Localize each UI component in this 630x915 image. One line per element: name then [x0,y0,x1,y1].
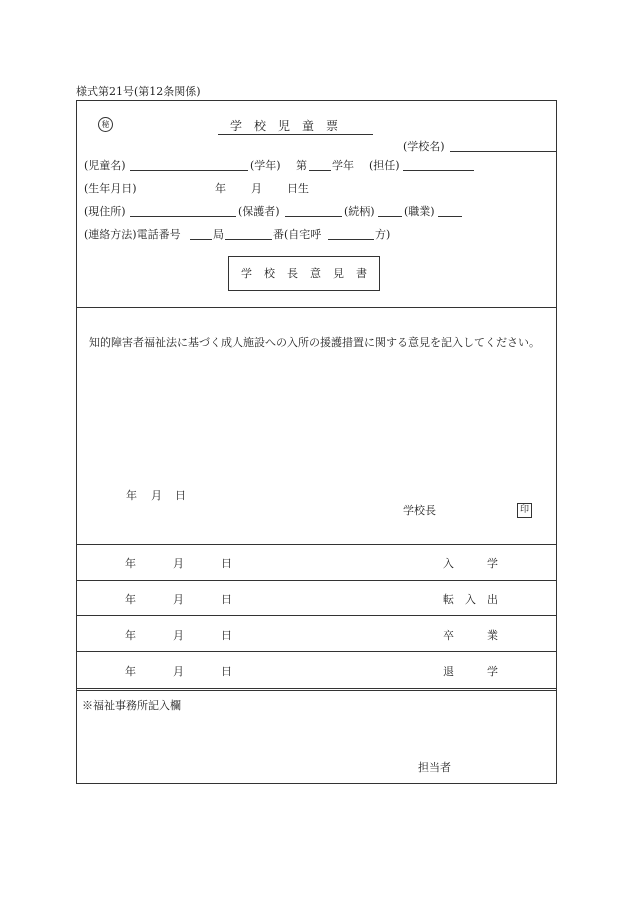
history-row-2-year: 年 [125,593,136,606]
contact-label: (連絡方法)電話番号 [84,228,181,241]
history-divider-1 [76,580,557,581]
home-call-label: 番(自宅呼 [273,228,322,241]
history-row-1-month: 月 [173,557,184,570]
birth-month-label: 月 [251,182,262,195]
exchange-label: 局 [213,228,224,241]
address-field[interactable] [130,216,236,217]
history-divider-4b [76,690,557,691]
history-row-4-year: 年 [125,665,136,678]
opinion-date-year: 年 [126,489,137,502]
history-row-4-event: 退 学 [443,665,498,678]
history-row-2-event: 転 入 出 [443,593,498,606]
birth-year-label: 年 [215,182,226,195]
history-row-4-month: 月 [173,665,184,678]
school-name-field[interactable] [450,151,556,152]
child-name-field[interactable] [130,170,248,171]
grade-prefix: 第 [296,159,307,172]
birth-day-label: 日生 [287,182,309,195]
history-row-3-day: 日 [221,629,232,642]
staff-label: 担当者 [418,761,451,774]
history-row-2-month: 月 [173,593,184,606]
child-name-label: (児童名) [84,159,126,172]
opinion-instruction: 知的障害者福祉法に基づく成人施設への入所の援護措置に関する意見を記入してください。 [89,336,540,349]
grade-label: (学年) [250,159,281,172]
teacher-field[interactable] [403,170,474,171]
principal-label: 学校長 [403,504,436,517]
opinion-date-day: 日 [175,489,186,502]
home-call-field[interactable] [328,239,374,240]
history-divider-2 [76,615,557,616]
history-row-3-month: 月 [173,629,184,642]
history-row-3-year: 年 [125,629,136,642]
birthdate-label: (生年月日) [84,182,137,195]
relation-label: (続柄) [344,205,375,218]
relation-field[interactable] [378,216,402,217]
confidential-mark-icon: 秘 [98,117,113,132]
history-row-3-event: 卒 業 [443,629,498,642]
history-row-1-day: 日 [221,557,232,570]
care-of-label: 方) [375,228,391,241]
teacher-label: (担任) [369,159,400,172]
grade-suffix: 学年 [332,159,354,172]
history-divider-4 [76,688,557,689]
opinion-date-month: 月 [151,489,162,502]
welfare-office-note: ※福祉事務所記入欄 [82,699,181,712]
history-row-1-year: 年 [125,557,136,570]
guardian-field[interactable] [285,216,342,217]
occupation-field[interactable] [438,216,462,217]
occupation-label: (職業) [404,205,435,218]
history-row-2-day: 日 [221,593,232,606]
phone-area-field[interactable] [190,239,212,240]
address-label: (現住所) [84,205,126,218]
grade-field[interactable] [309,170,331,171]
form-title: 学 校 児 童 票 [230,119,339,133]
history-row-1-event: 入 学 [443,557,498,570]
school-name-label: (学校名) [403,140,445,153]
title-underline [218,134,373,135]
phone-number-field[interactable] [225,239,272,240]
seal-box: 印 [517,503,532,518]
history-divider-3 [76,651,557,652]
form-number-label: 様式第21号(第12条関係) [76,85,201,98]
opinion-heading: 学校長意見書 [241,267,379,280]
history-row-4-day: 日 [221,665,232,678]
guardian-label: (保護者) [238,205,280,218]
